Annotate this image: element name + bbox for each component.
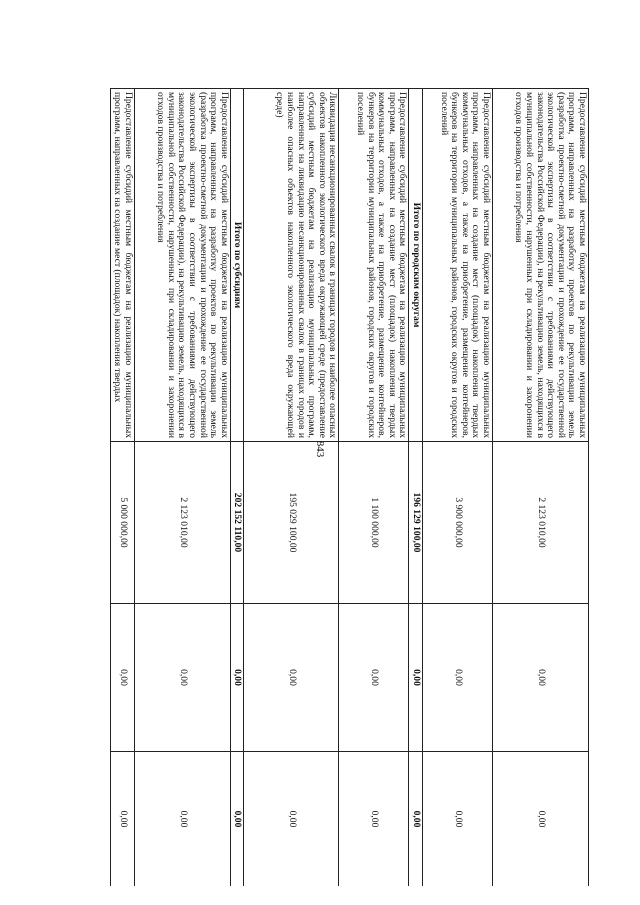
budget-table [110,88,589,886]
row-value-2: 0,00 [134,604,230,752]
row-value-3: 0,00 [493,752,589,887]
row-value-3: 0,00 [339,752,409,887]
table-row [493,89,589,887]
row-value-1: 195 029 100,00 [244,442,339,604]
rotated-table-frame [47,88,589,886]
row-description: Предоставление субсидий местным бюджетам на реализацию муниципальных программ, направленных на разработку проектов по рекультивации земель (разработка проектно-сметной документации и прохождение ее государственной экологической экспертизы в соответствии с требованиями действующего законодательства Российской Федерации), на рекультивацию земель, находящихся в муниципальной собственности, нарушенных при складировании и захоронении отходов производства и потребления [493,89,589,442]
row-value-2: 0,00 [230,604,244,752]
row-value-3: 0,00 [244,752,339,887]
table-row [423,89,493,887]
table-row [339,89,409,887]
row-value-1: 196 129 100,00 [409,442,423,604]
row-value-3: 0,00 [134,752,230,887]
row-description: Предоставление субсидий местным бюджетам на реализацию муниципальных программ, направленных на создание мест (площадок) накопления твердых коммунальных отходов, а также на приобретение, размещение контейнеров, бункеров на территории муниципальных районов, городских округов и городских поселений [339,89,409,442]
row-value-2: 0,00 [110,604,134,752]
row-description: Итого по городским округам [409,89,423,442]
row-description: Итого по субсидиям [230,89,244,442]
total-row [230,89,244,887]
table-row [134,89,230,887]
total-row [409,89,423,887]
row-value-3: 0,00 [409,752,423,887]
row-value-3: 0,00 [110,752,134,887]
row-value-2: 0,00 [423,604,493,752]
row-description: Предоставление субсидий местным бюджетам на реализацию муниципальных программ, направленных на разработку проектов по рекультивации земель (разработка проектно-сметной документации и прохождение ее государственной экологической экспертизы в соответствии с требованиями действующего законодательства Российской Федерации), на рекультивацию земель, находящихся в муниципальной собственности, нарушенных при складировании и захоронении отходов производства и потребления [134,89,230,442]
table-body [110,89,588,887]
row-value-3: 0,00 [230,752,244,887]
row-value-1: 1 100 000,00 [339,442,409,604]
row-description: Предоставление субсидий местным бюджетам на реализацию муниципальных программ, направленных на создание мест (площадок) накопления твердых коммунальных отходов, а также на приобретение, размещение контейнеров, бункеров на территории муниципальных районов, городских округов и городских поселений [423,89,493,442]
row-description: Ликвидация несанкционированных свалок в границах городов и наиболее опасных объектов накопленного экологического вреда окружающей среде (предоставление субсидий местным бюджетам на реализацию муниципальных программ, направленных на ликвидацию несанкционированных свалок в границах городов и наиболее опасных объектов накопленного экологического вреда окружающей среде) [244,89,339,442]
page-number: 843 [314,440,326,458]
row-value-1: 2 123 010,00 [134,442,230,604]
row-description: Предоставление субсидий местным бюджетам на реализацию муниципальных программ, направленных на создание мест (площадок) накопления твердых [110,89,134,442]
row-value-2: 0,00 [493,604,589,752]
row-value-2: 0,00 [244,604,339,752]
row-value-2: 0,00 [339,604,409,752]
row-value-1: 202 152 110,00 [230,442,244,604]
row-value-1: 3 900 000,00 [423,442,493,604]
row-value-3: 0,00 [423,752,493,887]
rotated-table-content [47,88,589,886]
row-value-1: 5 000 000,00 [110,442,134,604]
table-row [110,89,134,887]
row-value-2: 0,00 [409,604,423,752]
table-row [244,89,339,887]
row-value-1: 2 123 010,00 [493,442,589,604]
